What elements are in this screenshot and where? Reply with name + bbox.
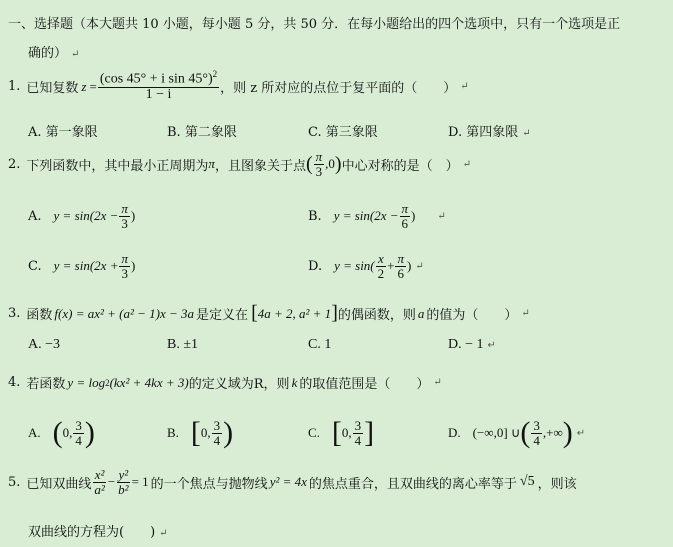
math-interval: 4a + 2, a² + 1 <box>257 305 332 321</box>
fraction-numerator: π <box>121 201 128 216</box>
math-pi: π <box>208 156 215 172</box>
question-text-c: 的偶函数，则 <box>337 308 416 323</box>
paren-open: ( <box>520 416 531 449</box>
math-fraction <box>314 150 325 178</box>
question-2 <box>8 150 471 178</box>
q4-option-a[interactable] <box>28 416 95 450</box>
question-text-b: 是定义在 <box>196 308 249 323</box>
plus-sign: + <box>387 258 395 274</box>
return-mark-icon: ↵ <box>437 210 446 222</box>
fraction-denominator: 6 <box>401 215 409 231</box>
option-expr-close: ) <box>411 208 416 224</box>
q3-option-c[interactable]: C. 1 <box>308 337 332 352</box>
option-label: B. <box>308 208 322 224</box>
q1-option-a[interactable]: A. 第一象限 <box>28 125 98 140</box>
section-title-line2 <box>28 42 79 61</box>
question-5 <box>8 468 577 496</box>
math-fraction <box>376 252 387 280</box>
question-number: 5. <box>8 474 21 490</box>
fraction-numerator: 3 <box>533 417 540 433</box>
fraction-denominator: 6 <box>397 265 404 281</box>
point-tail: ,0 <box>325 156 335 172</box>
option-expr-close: ) <box>407 258 412 274</box>
q2-option-c[interactable] <box>28 252 135 280</box>
q1-option-d[interactable] <box>448 121 531 140</box>
paren-open: ( <box>305 152 313 175</box>
return-mark-icon: ↵ <box>159 528 168 539</box>
fraction-denominator: 4 <box>533 432 540 448</box>
option-expr: y = sin(2x − <box>333 208 399 224</box>
question-number: 3. <box>8 306 21 321</box>
math-fraction <box>212 419 223 447</box>
question-text-c: 的焦点重合，且双曲线的离心率等于 <box>308 476 517 492</box>
interval-start: 0, <box>62 425 73 440</box>
option-text: D. 第四象限 <box>448 125 519 140</box>
fraction-numerator: 3 <box>75 417 82 433</box>
fraction-denominator: a² <box>94 481 105 497</box>
question-1 <box>8 70 469 103</box>
return-mark-icon: ↵ <box>522 128 531 139</box>
fraction-numerator: 3 <box>354 417 362 433</box>
math-expr: y = log <box>67 374 106 390</box>
q1-option-c[interactable]: C. 第三象限 <box>308 125 378 140</box>
fraction-denominator: 3 <box>315 163 323 179</box>
interval-close: ) <box>223 416 234 449</box>
interval-start: 0, <box>341 425 352 440</box>
fraction-numerator: π <box>315 149 323 164</box>
q3-option-a[interactable]: A. −3 <box>28 337 61 352</box>
question-number: 4. <box>8 375 21 390</box>
math-var: a <box>417 305 425 321</box>
minus-sign: − <box>107 474 116 490</box>
return-mark-icon: ↵ <box>462 158 471 170</box>
question-text-b: ，且图象关于点 <box>214 158 306 174</box>
question-text-b: 的定义域为R，则 <box>188 377 290 392</box>
question-5-line2 <box>28 521 168 540</box>
question-text-d: ，则该 <box>537 476 577 492</box>
math-fraction <box>73 419 84 447</box>
fraction-denominator: 4 <box>354 432 362 448</box>
interval-start: 0, <box>200 425 211 440</box>
fraction-denominator: b² <box>118 481 129 497</box>
question-3 <box>8 302 530 325</box>
q4-option-d[interactable] <box>448 416 585 450</box>
return-mark-icon: ↵ <box>521 308 530 319</box>
fraction-denominator: 1 − i <box>145 87 172 103</box>
option-expr-close: ) <box>130 208 136 224</box>
equals-sign: = <box>89 78 97 94</box>
interval-open: ( <box>52 416 63 449</box>
question-text: 已知双曲线 <box>26 476 92 492</box>
q2-option-b[interactable] <box>308 202 446 230</box>
math-sqrt: √5 <box>519 474 535 490</box>
return-mark-icon: ↵ <box>460 81 469 93</box>
option-label: D. <box>308 258 323 274</box>
question-text-suffix: ，则 z 所对应的点位于复平面的（ ） <box>220 81 457 97</box>
section-title-line1: 一、选择题（本大题共 10 小题，每小题 5 分，共 50 分．在每小题给出的四个选项中，只有一个选项是正 <box>8 17 621 32</box>
fraction-numerator: π <box>397 251 404 266</box>
log-base: 2 <box>105 377 110 388</box>
math-fraction <box>353 419 364 447</box>
option-label: D. <box>448 425 461 440</box>
option-text: D. − 1 <box>448 337 484 352</box>
interval-close: ] <box>364 416 375 449</box>
fraction-numerator: x <box>378 251 384 266</box>
fraction-denominator: 3 <box>121 265 128 281</box>
bracket-close: ] <box>331 302 338 324</box>
return-mark-icon: ↵ <box>415 260 424 272</box>
interval-close: ) <box>84 416 95 449</box>
fraction-denominator: 4 <box>75 432 82 448</box>
fraction-denominator: 2 <box>377 265 385 281</box>
interval-end: ,+∞ <box>542 425 563 440</box>
fraction-denominator: 4 <box>213 432 221 448</box>
math-fraction <box>531 419 542 447</box>
fraction-numerator: π <box>121 251 128 266</box>
math-var: k <box>291 374 298 390</box>
return-mark-icon: ↵ <box>433 377 442 388</box>
return-mark-icon: ↵ <box>487 340 496 351</box>
question-text: 函数 <box>26 308 53 323</box>
math-expr: f(x) = ax² + (a² − 1)x − 3a <box>54 305 195 321</box>
question-text: 已知复数 <box>26 81 79 97</box>
fraction-numerator: π <box>401 201 409 216</box>
math-fraction <box>92 468 106 496</box>
option-expr: y = sin(2x + <box>53 258 119 274</box>
question-text-c: 中心对称的是（ ） <box>341 158 459 174</box>
option-expr: y = sin(2x − <box>53 208 119 224</box>
q2-option-d[interactable] <box>308 252 424 280</box>
math-parabola: y² = 4x <box>269 474 307 490</box>
q3-option-d[interactable] <box>448 337 496 353</box>
q1-option-b[interactable]: B. 第二象限 <box>167 125 237 140</box>
bracket-open: [ <box>251 302 258 324</box>
numerator-exponent: 2 <box>212 69 218 79</box>
question-number: 2. <box>8 156 21 172</box>
question-number: 1. <box>8 79 21 95</box>
math-fraction <box>119 202 130 230</box>
section-title-text: 确的） <box>28 46 68 61</box>
question-text: 下列函数中，其中最小正周期为 <box>26 158 209 174</box>
interval-open: [ <box>190 416 201 449</box>
q4-option-b[interactable] <box>167 416 233 450</box>
fraction-numerator: y² <box>118 467 129 482</box>
paren-close: ) <box>334 152 342 175</box>
interval-open: [ <box>331 416 342 449</box>
option-expr-close: ) <box>130 258 136 274</box>
question-text-line2: 双曲线的方程为( ) <box>28 525 156 540</box>
math-arg: (kx² + 4kx + 3) <box>109 374 189 390</box>
math-fraction <box>400 202 411 230</box>
q2-option-a[interactable] <box>28 202 135 230</box>
equals-one: = 1 <box>131 474 149 490</box>
fraction-numerator: x² <box>94 467 105 482</box>
math-fraction <box>119 252 130 280</box>
question-text-d: 的值为（ ） <box>426 308 518 323</box>
option-label: B. <box>167 425 179 440</box>
math-fraction <box>98 70 219 103</box>
math-fraction <box>395 252 406 280</box>
math-fraction <box>116 468 130 496</box>
option-label: C. <box>28 258 42 274</box>
option-label: A. <box>28 208 42 224</box>
option-label: A. <box>28 425 41 440</box>
q3-option-b[interactable]: B. ±1 <box>167 337 199 352</box>
return-mark-icon: ↵ <box>71 49 80 60</box>
option-label: C. <box>308 425 320 440</box>
question-4 <box>8 373 442 392</box>
question-text: 若函数 <box>26 377 66 392</box>
fraction-numerator: (cos 45° + i sin 45°) <box>99 71 213 87</box>
question-text-b: 的一个焦点与抛物线 <box>150 476 268 492</box>
option-expr: y = sin( <box>334 258 375 274</box>
paren-close: ) <box>562 416 573 449</box>
interval-union: (−∞,0] ∪ <box>472 425 521 440</box>
fraction-numerator: 3 <box>213 417 221 433</box>
q4-option-c[interactable] <box>308 416 374 450</box>
math-z: z <box>81 78 87 94</box>
return-mark-icon: ↵ <box>576 427 586 439</box>
fraction-denominator: 3 <box>121 215 128 231</box>
question-text-c: 的取值范围是（ ） <box>299 377 430 392</box>
